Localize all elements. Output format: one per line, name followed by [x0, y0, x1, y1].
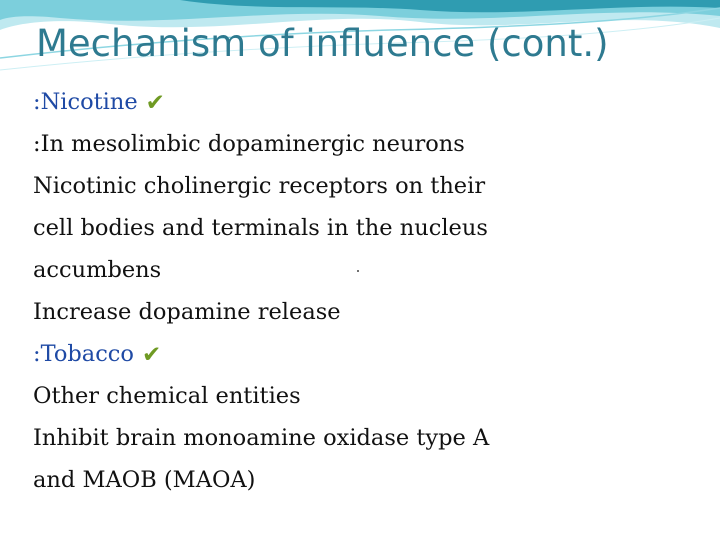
text-line: Nicotinic cholinergic receptors on their: [33, 173, 486, 199]
check-icon: ✔: [141, 342, 162, 368]
text-line: Inhibit brain monoamine oxidase type A: [33, 425, 490, 451]
stray-dot: [357, 270, 359, 272]
slide-title: Mechanism of influence (cont.): [36, 22, 609, 65]
text-line: :In mesolimbic dopaminergic neurons: [33, 131, 465, 157]
text-line: Increase dopamine release: [33, 299, 341, 325]
text-line: Other chemical entities: [33, 383, 301, 409]
text-line: accumbens: [33, 257, 162, 283]
bullet-label: :Nicotine: [33, 89, 138, 115]
bullet-label: :Tobacco: [33, 341, 134, 367]
bullet-nicotine: [33, 81, 683, 123]
text-line: and MAOB (MAOA): [33, 467, 256, 493]
text-line: cell bodies and terminals in the nucleus: [33, 215, 488, 241]
check-icon: ✔: [145, 90, 165, 116]
bullet-tobacco: [33, 333, 683, 375]
slide-body: [33, 81, 683, 501]
